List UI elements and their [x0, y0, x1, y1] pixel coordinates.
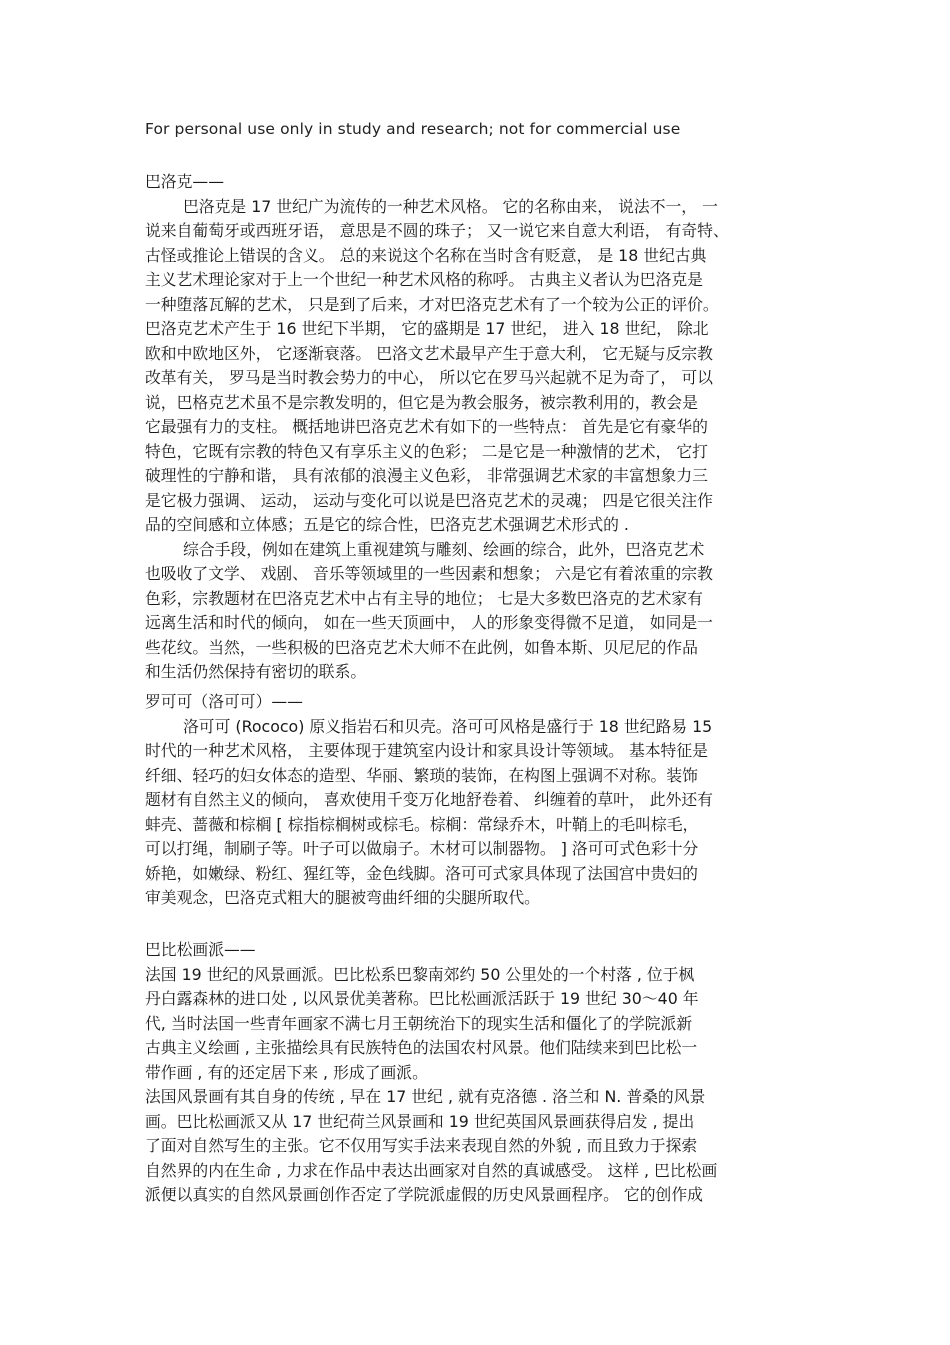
paragraph-line: 法国风景画有其自身的传统 , 早在 17 世纪 , 就有克洛德 . 洛兰和 N. 普桑的风景	[145, 1087, 706, 1106]
paragraph-line: 欧和中欧地区外， 它逐渐衰落。 巴洛文艺术最早产生于意大利， 它无疑与反宗教	[145, 343, 713, 363]
paragraph-line: 品的空间感和立体感；五是它的综合性，巴洛克艺术强调艺术形式的 .	[145, 515, 629, 534]
paragraph-line: 时代的一种艺术风格， 主要体现于建筑室内设计和家具设计等领域。 基本特征是	[145, 741, 708, 760]
paragraph-line: 说，巴格克艺术虽不是宗教发明的，但它是为教会服务，被宗教利用的，教会是	[145, 392, 698, 412]
paragraph-line: 画。巴比松画派又从 17 世纪荷兰风景画和 19 世纪英国风景画获得启发 , 提出	[145, 1111, 695, 1131]
paragraph-line: 蚌壳、蔷薇和棕榈 [ 棕指棕榈树或棕毛。棕榈：常绿乔木，叶鞘上的毛叫棕毛，	[145, 814, 699, 834]
section-baroque	[145, 170, 810, 685]
paragraph-line: 主义艺术理论家对于上一个世纪一种艺术风格的称呼。 古典主义者认为巴洛克是	[145, 270, 703, 289]
paragraph-line: 纤细、轻巧的妇女体态的造型、华丽、繁琐的装饰，在构图上强调不对称。装饰	[145, 765, 698, 785]
paragraph-line: 派便以真实的自然风景画创作否定了学院派虚假的历史风景画程序。 它的创作成	[145, 1185, 703, 1204]
paragraph-line: 改革有关， 罗马是当时教会势力的中心， 所以它在罗马兴起就不足为奇了， 可以	[145, 368, 713, 387]
paragraph-line: 巴洛克艺术产生于 16 世纪下半期， 它的盛期是 17 世纪， 进入 18 世纪， 除北	[145, 319, 709, 338]
paragraph-line: 特色，它既有宗教的特色又有享乐主义的色彩； 二是它是一种激情的艺术， 它打	[145, 441, 708, 461]
paragraph-line: 带作画 , 有的还定居下来 , 形成了画派。	[145, 1062, 428, 1082]
paragraph-line: 法国 19 世纪的风景画派。巴比松系巴黎南郊约 50 公里处的一个村落 , 位于枫	[145, 964, 695, 984]
paragraph-line: 说来自葡萄牙或西班牙语， 意思是不圆的珠子； 又一说它来自意大利语， 有奇特、	[145, 221, 729, 240]
paragraph-line: 是它极力强调、 运动， 运动与变化可以说是巴洛克艺术的灵魂； 四是它很关注作	[145, 490, 713, 510]
paragraph-line: 古典主义绘画 , 主张描绘具有民族特色的法国农村风景。他们陆续来到巴比松一	[145, 1038, 698, 1057]
section-heading: 罗可可（洛可可）——	[145, 692, 303, 711]
paragraph-line: 丹白露森林的进口处 , 以风景优美著称。巴比松画派活跃于 19 世纪 30～40 年	[145, 989, 699, 1008]
paragraph-line: 也吸收了文学、 戏剧、 音乐等领域里的一些因素和想象； 六是它有着浓重的宗教	[145, 564, 713, 583]
paragraph-line: 和生活仍然保持有密切的联系。	[145, 662, 367, 681]
paragraph-line: 可以打绳，制刷子等。叶子可以做扇子。木材可以制器物。 ] 洛可可式色彩十分	[145, 839, 699, 858]
paragraph-line: 一种堕落瓦解的艺术， 只是到了后来，才对巴洛克艺术有了一个较为公正的评价。	[145, 294, 719, 314]
paragraph-line: 代, 当时法国一些青年画家不满七月王朝统治下的现实生活和僵化了的学院派新	[145, 1013, 693, 1033]
paragraph-line: 题材有自然主义的倾向， 喜欢使用千变万化地舒卷着、 纠缠着的草叶， 此外还有	[145, 790, 713, 809]
paragraph-line: 破理性的宁静和谐， 具有浓郁的浪漫主义色彩， 非常强调艺术家的丰富想象力三	[145, 466, 708, 485]
section-rococo	[145, 690, 810, 911]
paragraph-line: 它最强有力的支柱。 概括地讲巴洛克艺术有如下的一些特点： 首先是它有豪华的	[145, 417, 708, 436]
section-heading: 巴比松画派——	[145, 940, 256, 959]
paragraph-line: 综合手段，例如在建筑上重视建筑与雕刻、绘画的综合，此外，巴洛克艺术	[183, 539, 705, 559]
section-heading: 巴洛克——	[145, 172, 224, 191]
paragraph-line: 色彩，宗教题材在巴洛克艺术中占有主导的地位； 七是大多数巴洛克的艺术家有	[145, 588, 703, 608]
paragraph-line: 自然界的内在生命 , 力求在作品中表达出画家对自然的真诚感受。 这样 , 巴比松画	[145, 1160, 718, 1180]
paragraph-line: 巴洛克是 17 世纪广为流传的一种艺术风格。 它的名称由来， 说法不一， 一	[183, 196, 718, 216]
paragraph-line: 娇艳，如嫩绿、粉红、猩红等，金色线脚。洛可可式家具体现了法国宫中贵妇的	[145, 863, 698, 883]
section-barbizon	[145, 938, 810, 1208]
paragraph-line: 远离生活和时代的倾向， 如在一些天顶画中， 人的形象变得微不足道， 如同是一	[145, 613, 713, 632]
paragraph-line: 古怪或推论上错误的含义。 总的来说这个名称在当时含有贬意， 是 18 世纪古典	[145, 245, 707, 265]
paragraph-line: 洛可可 (Rococo) 原义指岩石和贝壳。洛可可风格是盛行于 18 世纪路易 15	[183, 716, 713, 736]
paragraph-line: 了面对自然写生的主张。它不仅用写实手法来表现自然的外貌 , 而且致力于探索	[145, 1136, 698, 1155]
paragraph-line: 审美观念，巴洛克式粗大的腿被弯曲纤细的尖腿所取代。	[145, 888, 540, 907]
disclaimer-text: For personal use only in study and research; not for commercial use	[145, 120, 681, 138]
paragraph-line: 些花纹。当然，一些积极的巴洛克艺术大师不在此例，如鲁本斯、贝尼尼的作品	[145, 637, 698, 657]
